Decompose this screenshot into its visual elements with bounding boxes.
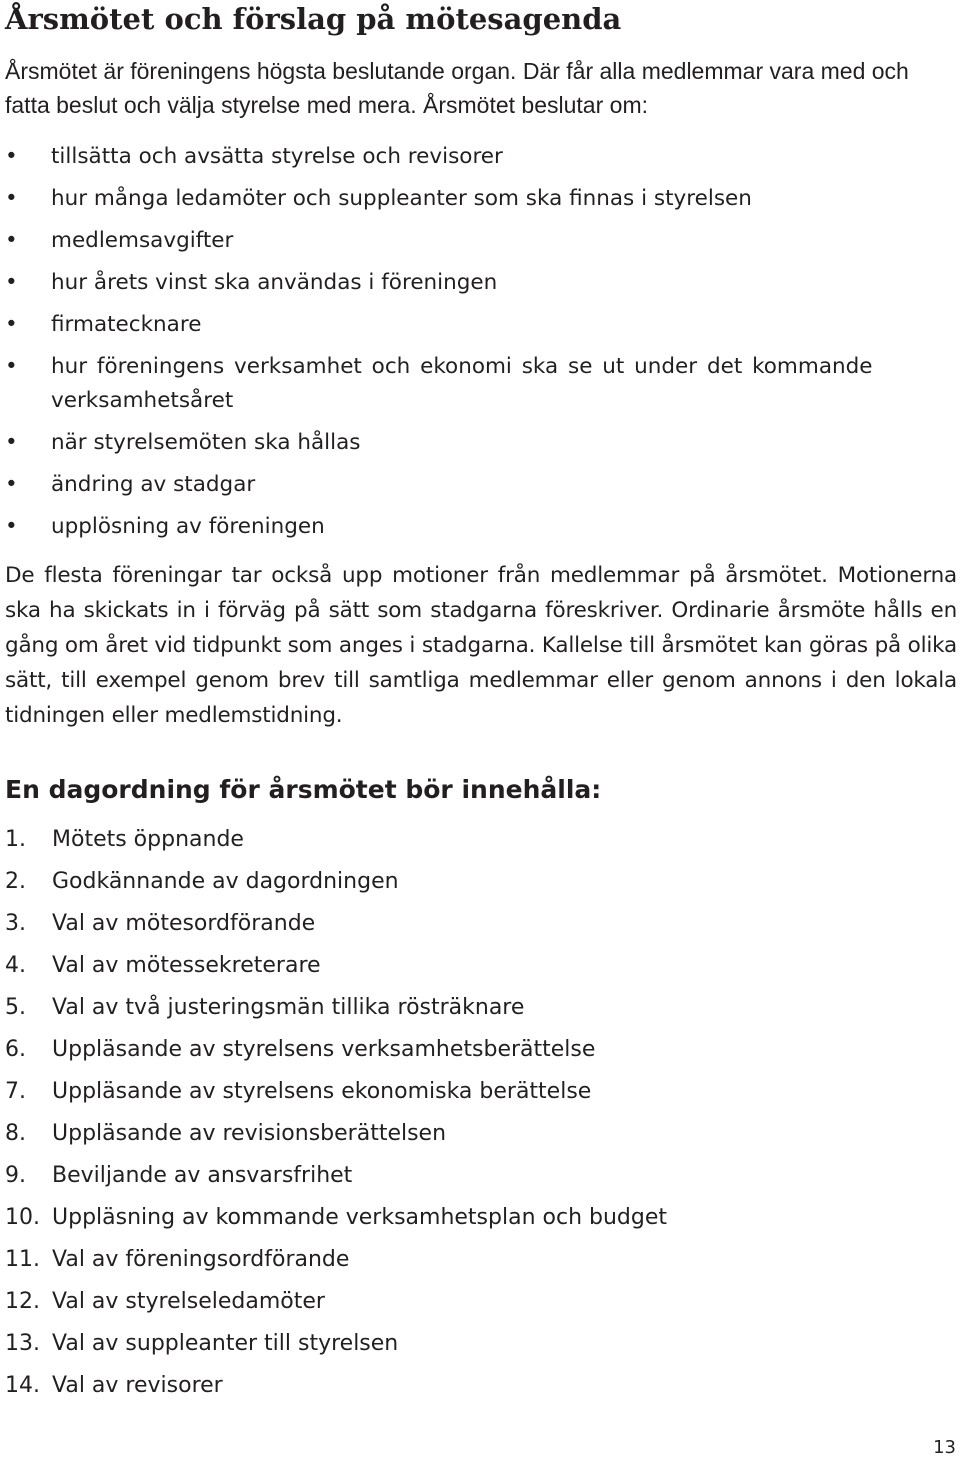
list-item-text: hur många ledamöter och suppleanter som ska finnas i styrelsen	[51, 186, 752, 211]
bullet-icon: •	[5, 228, 18, 253]
item-number: 3.	[5, 911, 26, 936]
bullet-icon: •	[5, 270, 18, 295]
list-item-text: tillsätta och avsätta styrelse och revisorer	[51, 144, 503, 169]
item-number: 12.	[5, 1289, 40, 1314]
list-item	[5, 510, 957, 544]
list-item-text: ändring av stadgar	[51, 472, 256, 497]
bullet-icon: •	[5, 430, 18, 455]
list-item-text: Val av två justeringsmän tillika rösträknare	[52, 995, 525, 1020]
list-item	[5, 468, 957, 502]
list-item	[5, 1243, 957, 1277]
list-item-text: när styrelsemöten ska hållas	[51, 430, 361, 455]
list-item-text: firmatecknare	[51, 312, 202, 337]
list-item-text: medlemsavgifter	[51, 228, 234, 253]
list-item	[5, 350, 957, 418]
item-number: 4.	[5, 953, 26, 978]
agenda-heading: En dagordning för årsmötet bör innehålla:	[5, 775, 602, 804]
list-item	[5, 224, 957, 258]
list-item	[5, 1369, 957, 1403]
item-number: 13.	[5, 1331, 40, 1356]
page-number: 13	[933, 1437, 956, 1458]
bullet-icon: •	[5, 354, 18, 379]
list-item	[5, 266, 957, 300]
list-item-text: Val av mötesordförande	[52, 911, 316, 936]
list-item	[5, 1285, 957, 1319]
bullet-icon: •	[5, 144, 18, 169]
list-item-text: Uppläsning av kommande verksamhetsplan och budget	[52, 1205, 668, 1230]
list-item	[5, 1033, 957, 1067]
document-page	[5, 0, 957, 1411]
item-number: 9.	[5, 1163, 26, 1188]
list-item-text: Godkännande av dagordningen	[52, 869, 399, 894]
list-item-text: Val av föreningsordförande	[52, 1247, 350, 1272]
item-number: 7.	[5, 1079, 26, 1104]
list-item-text: Mötets öppnande	[52, 827, 244, 852]
list-item	[5, 426, 957, 460]
list-item	[5, 1075, 957, 1109]
list-item-text: Beviljande av ansvarsfrihet	[52, 1163, 353, 1188]
list-item	[5, 907, 957, 941]
list-item	[5, 991, 957, 1025]
item-number: 8.	[5, 1121, 26, 1146]
list-item	[5, 1117, 957, 1151]
intro-paragraph: Årsmötet är föreningens högsta beslutande organ. Där får alla medlemmar vara med och fatta beslut och välja styrelse med mera. Årsmötet beslutar om:	[5, 58, 909, 118]
list-item	[5, 865, 957, 899]
list-item-text: Uppläsande av revisionsberättelsen	[52, 1121, 447, 1146]
bullet-icon: •	[5, 186, 18, 211]
list-item-text: Uppläsande av styrelsens ekonomiska berättelse	[52, 1079, 592, 1104]
list-item	[5, 823, 957, 857]
list-item	[5, 140, 957, 174]
list-item	[5, 949, 957, 983]
list-item	[5, 182, 957, 216]
item-number: 6.	[5, 1037, 26, 1062]
list-item-text: upplösning av föreningen	[51, 514, 325, 539]
item-number: 1.	[5, 827, 26, 852]
item-number: 14.	[5, 1373, 40, 1398]
agenda-list	[5, 823, 957, 1403]
list-item-text: Val av mötessekreterare	[52, 953, 321, 978]
list-item-text: Val av revisorer	[52, 1373, 223, 1398]
list-item-text: hur årets vinst ska användas i föreningen	[51, 270, 498, 295]
list-item-text: hur föreningens verksamhet och ekonomi ska se ut under det kommande verksamhetsåret	[51, 354, 873, 413]
motions-paragraph: De flesta föreningar tar också upp motioner från medlemmar på årsmötet. Motionerna ska ha skickats in i förväg på sätt som stadgarna föreskriver. Ordinarie årsmöte hålls en gång om året vid tidpunkt som anges i stadgarna. Kallelse till årsmötet kan göras på olika sätt, till exempel genom brev till samtliga medlemmar eller genom annons i den lokala tidningen eller medlemstidning.	[5, 563, 957, 728]
list-item	[5, 1159, 957, 1193]
item-number: 10.	[5, 1205, 40, 1230]
list-item	[5, 1327, 957, 1361]
item-number: 5.	[5, 995, 26, 1020]
bullet-icon: •	[5, 472, 18, 497]
list-item	[5, 308, 957, 342]
list-item-text: Val av styrelseledamöter	[52, 1289, 325, 1314]
list-item-text: Uppläsande av styrelsens verksamhetsberättelse	[52, 1037, 596, 1062]
bullet-icon: •	[5, 312, 18, 337]
bullet-icon: •	[5, 514, 18, 539]
item-number: 11.	[5, 1247, 40, 1272]
list-item-text: Val av suppleanter till styrelsen	[52, 1331, 399, 1356]
item-number: 2.	[5, 869, 26, 894]
page-title: Årsmötet och förslag på mötesagenda	[5, 2, 622, 36]
list-item	[5, 1201, 957, 1235]
decision-list	[5, 140, 957, 544]
